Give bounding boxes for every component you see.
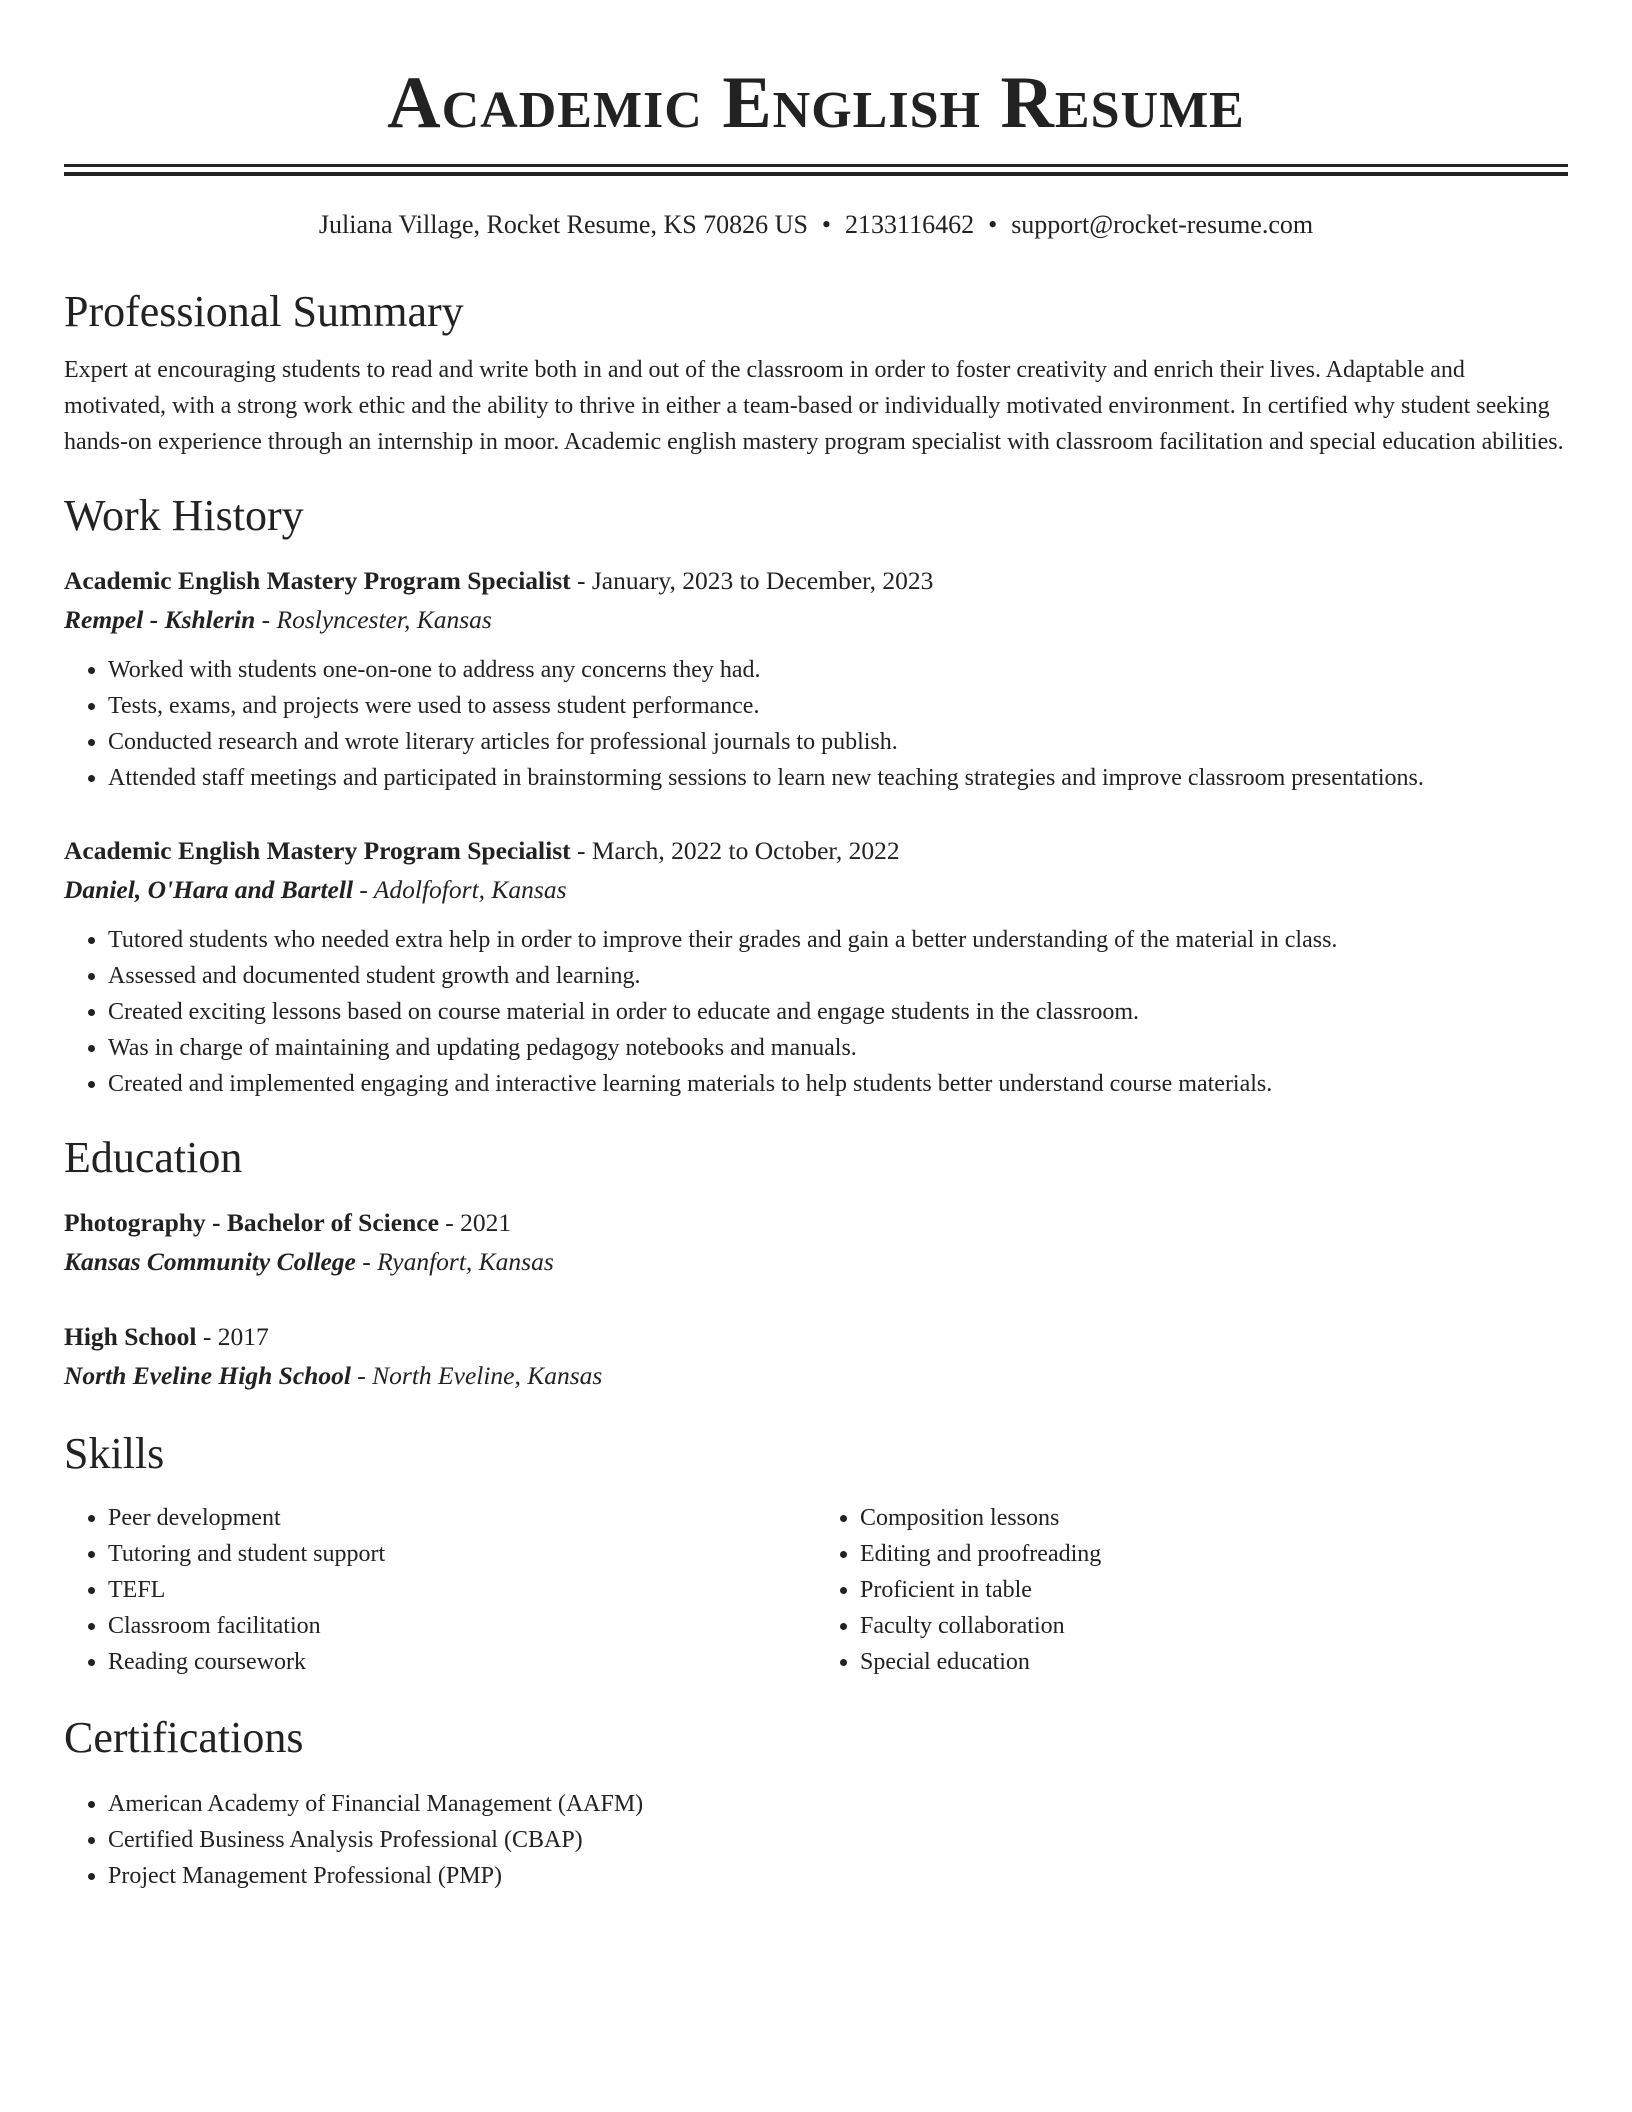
job-header [64, 562, 1568, 600]
education-institution [64, 1356, 1568, 1396]
title-rule-top [64, 164, 1568, 167]
job-entry [64, 832, 1568, 1102]
education-header [64, 1318, 1568, 1356]
certification-item: • Project Management Professional (PMP) [108, 1858, 1568, 1894]
skill-item: • Composition lessons [860, 1500, 1568, 1536]
education-heading: Education [64, 1133, 243, 1182]
contact-email: support@rocket-resume.com [1011, 210, 1314, 239]
job-employer [64, 600, 1568, 640]
list-item: • Assessed and documented student growth and learning. [108, 958, 1568, 994]
list-item: • Created exciting lessons based on course material in order to educate and engage students in the classroom. [108, 994, 1568, 1030]
education-degree: Photography - Bachelor of Science [64, 1208, 439, 1237]
list-item: • Attended staff meetings and participated in brainstorming sessions to learn new teaching strategies and improve classroom presentations. [108, 760, 1568, 796]
education-school: Kansas Community College [64, 1247, 356, 1276]
list-item: • Was in charge of maintaining and updating pedagogy notebooks and manuals. [108, 1030, 1568, 1066]
job-company: Daniel, O'Hara and Bartell [64, 875, 354, 904]
skills-heading: Skills [64, 1429, 165, 1478]
certification-item: • Certified Business Analysis Professional (CBAP) [108, 1822, 1568, 1858]
skill-item: • Reading coursework [108, 1644, 816, 1680]
education-year: - 2021 [438, 1208, 512, 1237]
skill-item: • Faculty collaboration [860, 1608, 1568, 1644]
contact-separator: • [988, 210, 998, 239]
job-title: Academic English Mastery Program Specialist [64, 566, 571, 595]
education-location: - North Eveline, Kansas [350, 1361, 603, 1390]
education-year: - 2017 [196, 1322, 269, 1351]
contact-address: Juliana Village, Rocket Resume, KS 70826 US [318, 210, 808, 239]
job-location: - Adolfofort, Kansas [353, 875, 567, 904]
skill-item: • Classroom facilitation [108, 1608, 816, 1644]
skills-list-right [816, 1500, 1568, 1680]
job-employer [64, 870, 1568, 910]
skill-item: • Proficient in table [860, 1572, 1568, 1608]
job-dates: - March, 2022 to October, 2022 [570, 836, 900, 865]
skill-item: • TEFL [108, 1572, 816, 1608]
education-entry [64, 1204, 1568, 1282]
skill-item: • Special education [860, 1644, 1568, 1680]
education-school: North Eveline High School [64, 1361, 351, 1390]
job-dates: - January, 2023 to December, 2023 [570, 566, 934, 595]
list-item: • Created and implemented engaging and interactive learning materials to help students better understand course materials. [108, 1066, 1568, 1102]
job-location: - Roslyncester, Kansas [255, 605, 492, 634]
contact-phone: 2133116462 [845, 210, 975, 239]
list-item: • Worked with students one-on-one to address any concerns they had. [108, 652, 1568, 688]
resume-title: Academic English Resume [387, 62, 1245, 144]
job-duties [64, 922, 1568, 1102]
job-header [64, 832, 1568, 870]
summary-text: Expert at encouraging students to read and write both in and out of the classroom in order to foster creativity and enrich their lives. Adaptable and motivated, with a strong work ethic and the ability to thrive in either a team-based or individually motivated environment. In certified why student seeking hands-on experience through an internship in moor. Academic english mastery program specialist with classroom facilitation and special education abilities. [64, 357, 1564, 455]
education-header [64, 1204, 1568, 1242]
job-title: Academic English Mastery Program Specialist [64, 836, 571, 865]
job-company: Rempel - Kshlerin [64, 605, 256, 634]
contact-line [64, 208, 1568, 242]
education-institution [64, 1242, 1568, 1282]
education-entry [64, 1318, 1568, 1396]
job-duties [64, 652, 1568, 796]
education-location: - Ryanfort, Kansas [355, 1247, 554, 1276]
skills-list-left [64, 1500, 816, 1680]
education-degree: High School [64, 1322, 197, 1351]
summary-heading: Professional Summary [64, 287, 464, 336]
skill-item: • Editing and proofreading [860, 1536, 1568, 1572]
work-history-heading: Work History [64, 491, 304, 540]
skill-item: • Tutoring and student support [108, 1536, 816, 1572]
certification-item: • American Academy of Financial Management (AAFM) [108, 1786, 1568, 1822]
title-rule-bottom [64, 172, 1568, 176]
certifications-heading: Certifications [64, 1713, 304, 1762]
list-item: • Tutored students who needed extra help in order to improve their grades and gain a better understanding of the material in class. [108, 922, 1568, 958]
contact-separator: • [821, 210, 832, 239]
list-item: • Tests, exams, and projects were used to assess student performance. [108, 688, 1568, 724]
list-item: • Conducted research and wrote literary articles for professional journals to publish. [108, 724, 1568, 760]
job-entry [64, 562, 1568, 796]
skill-item: • Peer development [108, 1500, 816, 1536]
skills-grid [64, 1500, 1568, 1680]
certifications-list [64, 1786, 1568, 1894]
